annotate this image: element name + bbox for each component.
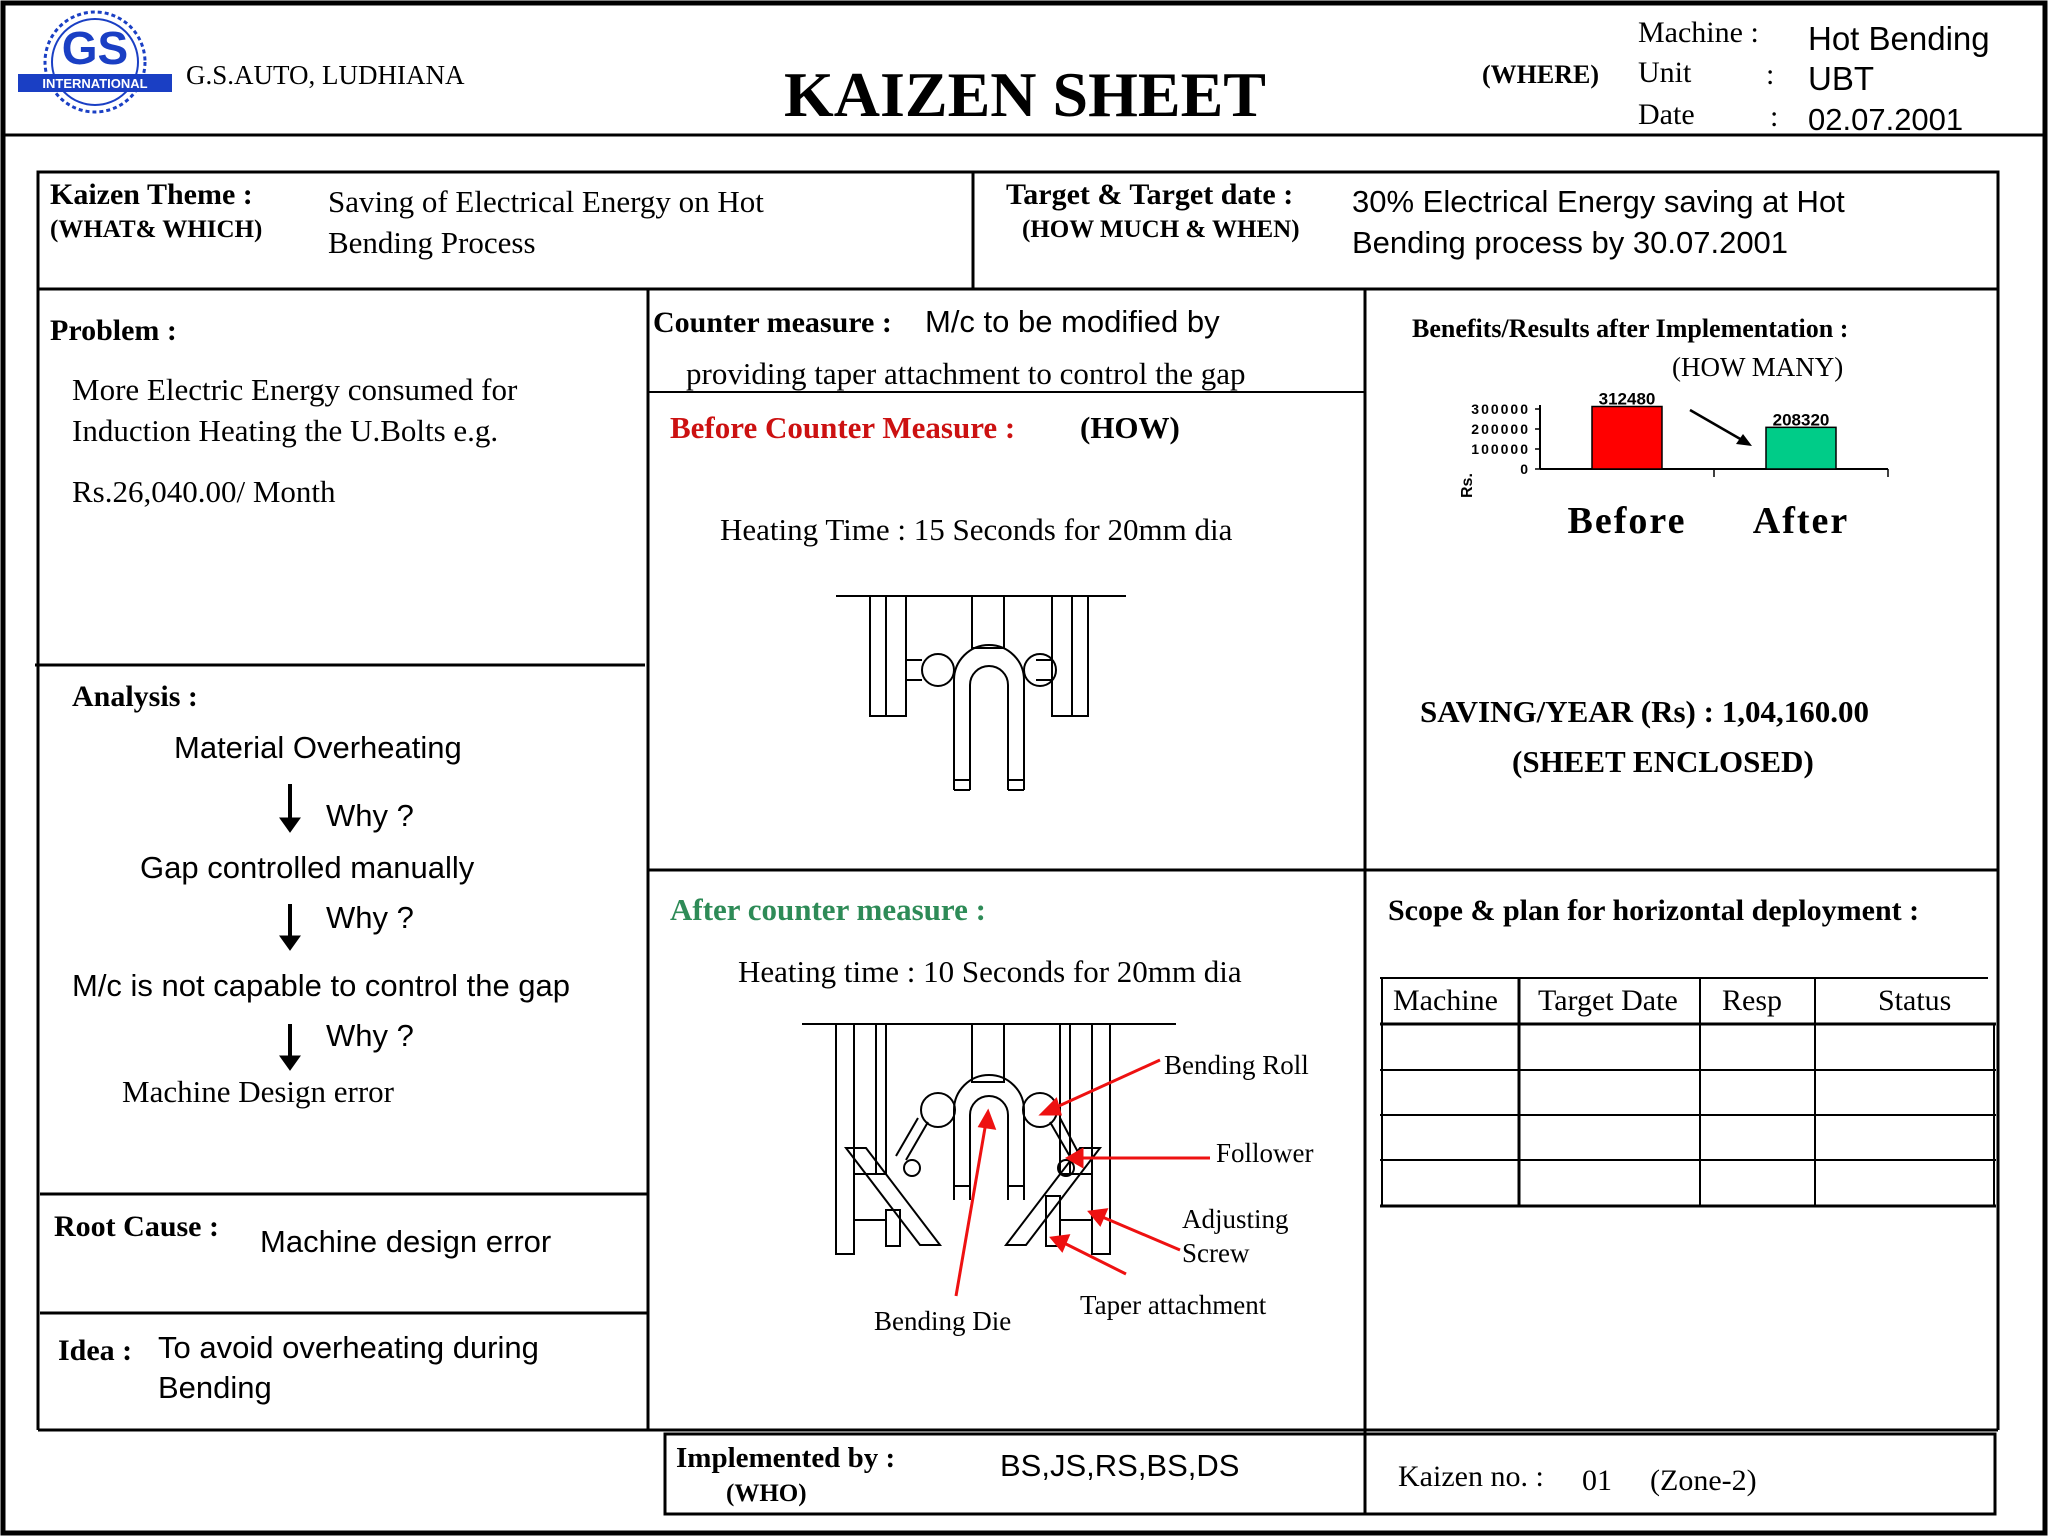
root-cause-value: Machine design error xyxy=(260,1224,552,1259)
before-diagram xyxy=(830,590,1130,810)
target-line-1: 30% Electrical Energy saving at Hot xyxy=(1352,184,1845,219)
unit-label: Unit xyxy=(1638,56,1692,89)
kaizen-no-label: Kaizen no. : xyxy=(1398,1460,1544,1493)
counter-measure-line-1: M/c to be modified by xyxy=(925,304,1220,339)
problem-line-2: Induction Heating the U.Bolts e.g. xyxy=(72,413,499,448)
chart-bar-before xyxy=(1592,407,1662,469)
unit-value: UBT xyxy=(1808,60,1874,97)
chart-y-tick-label: 100000 xyxy=(1471,441,1530,457)
chart-y-tick-label: 0 xyxy=(1520,461,1530,477)
target-line-2: Bending process by 30.07.2001 xyxy=(1352,225,1789,260)
kaizen-no-value: 01 xyxy=(1582,1464,1612,1497)
callout-screw: Screw xyxy=(1182,1238,1250,1268)
root-cause-label: Root Cause : xyxy=(54,1210,219,1243)
target-sublabel: (HOW MUCH & WHEN) xyxy=(1022,216,1300,243)
machine-label: Machine : xyxy=(1638,16,1759,49)
col-header-status: Status xyxy=(1878,984,1952,1017)
date-value: 02.07.2001 xyxy=(1808,102,1964,137)
analysis-step-1: Material Overheating xyxy=(174,730,462,765)
zone-label: (Zone-2) xyxy=(1650,1464,1757,1497)
target-label: Target & Target date : xyxy=(1006,178,1294,211)
idea-line-2: Bending xyxy=(158,1370,272,1405)
chart-y-tick-label: 300000 xyxy=(1471,401,1530,417)
chart-y-tick-label: 200000 xyxy=(1471,421,1530,437)
benefits-label: Benefits/Results after Implementation : xyxy=(1412,314,1849,343)
analysis-step-4: Machine Design error xyxy=(122,1074,395,1109)
analysis-why-2: Why ? xyxy=(326,900,414,935)
analysis-label: Analysis : xyxy=(72,680,198,713)
machine-value: Hot Bending xyxy=(1808,20,1990,57)
theme-line-2: Bending Process xyxy=(328,225,536,260)
callout-taper-attachment: Taper attachment xyxy=(1080,1290,1267,1320)
counter-measure-label: Counter measure : xyxy=(653,306,892,339)
analysis-why-3: Why ? xyxy=(326,1018,414,1053)
after-heading: After counter measure : xyxy=(670,892,986,927)
date-label: Date xyxy=(1638,98,1695,131)
sheet-enclosed: (SHEET ENCLOSED) xyxy=(1512,744,1814,779)
col-header-resp: Resp xyxy=(1722,984,1782,1017)
analysis-why-1: Why ? xyxy=(326,798,414,833)
benefits-bar-chart xyxy=(1440,380,1900,550)
col-header-target-date: Target Date xyxy=(1538,984,1678,1017)
before-heading: Before Counter Measure : xyxy=(670,410,1016,445)
col-header-machine: Machine xyxy=(1393,984,1498,1017)
chart-category-label: Before xyxy=(1567,500,1687,542)
where-label: (WHERE) xyxy=(1482,60,1599,89)
logo-subtext: INTERNATIONAL xyxy=(42,76,148,91)
callout-bending-roll: Bending Roll xyxy=(1164,1050,1309,1080)
benefits-sublabel: (HOW MANY) xyxy=(1672,352,1844,382)
problem-line-3: Rs.26,040.00/ Month xyxy=(72,474,336,509)
page-title: KAIZEN SHEET xyxy=(784,59,1266,130)
gs-logo xyxy=(16,6,174,124)
chart-ylabel: Rs. xyxy=(1459,473,1476,498)
deployment-label: Scope & plan for horizontal deployment : xyxy=(1388,894,1920,927)
callout-follower: Follower xyxy=(1216,1138,1314,1168)
idea-label: Idea : xyxy=(58,1334,133,1367)
date-colon: : xyxy=(1770,100,1779,133)
unit-colon: : xyxy=(1766,58,1775,91)
analysis-arrows xyxy=(270,780,310,1080)
chart-trend-arrow xyxy=(1690,410,1742,440)
theme-label: Kaizen Theme : xyxy=(50,178,253,211)
chart-category-label: After xyxy=(1752,500,1850,542)
theme-line-1: Saving of Electrical Energy on Hot xyxy=(328,184,764,219)
chart-data-label: 208320 xyxy=(1772,410,1830,430)
logo-text: GS xyxy=(61,22,129,74)
problem-line-1: More Electric Energy consumed for xyxy=(72,372,518,407)
idea-line-1: To avoid overheating during xyxy=(158,1330,539,1365)
before-heating-time: Heating Time : 15 Seconds for 20mm dia xyxy=(720,512,1233,547)
problem-label: Problem : xyxy=(50,314,177,347)
who-label: (WHO) xyxy=(726,1480,807,1507)
analysis-step-2: Gap controlled manually xyxy=(140,850,475,885)
after-heating-time: Heating time : 10 Seconds for 20mm dia xyxy=(738,954,1242,989)
callout-adjusting: Adjusting xyxy=(1182,1204,1289,1234)
analysis-step-3: M/c is not capable to control the gap xyxy=(72,968,571,1003)
saving-per-year: SAVING/YEAR (Rs) : 1,04,160.00 xyxy=(1420,694,1869,729)
implemented-value: BS,JS,RS,BS,DS xyxy=(1000,1448,1240,1483)
chart-bar-after xyxy=(1766,427,1836,469)
how-label: (HOW) xyxy=(1080,410,1180,445)
counter-measure-line-2: providing taper attachment to control the gap xyxy=(686,356,1246,391)
implemented-label: Implemented by : xyxy=(676,1442,896,1474)
company-name: G.S.AUTO, LUDHIANA xyxy=(186,60,465,90)
theme-sublabel: (WHAT& WHICH) xyxy=(50,216,263,243)
callout-bending-die: Bending Die xyxy=(874,1306,1012,1336)
chart-data-label: 312480 xyxy=(1598,389,1656,409)
chart-trend-arrowhead xyxy=(1736,434,1752,446)
